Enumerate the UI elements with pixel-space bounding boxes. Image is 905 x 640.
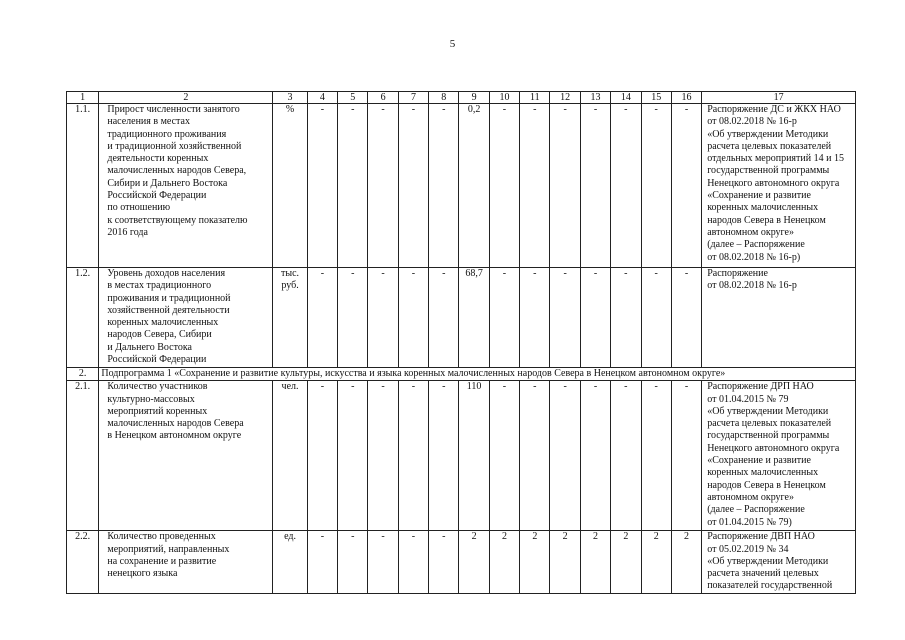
cell-line: культурно-массовых — [107, 393, 195, 405]
cell-line: тыс. — [281, 268, 300, 279]
value-cell: 2 — [489, 531, 519, 593]
value-cell: - — [398, 381, 428, 531]
value-cell: - — [429, 381, 459, 531]
source-document — [702, 381, 856, 531]
cell-line: Распоряжение — [707, 268, 768, 279]
value-cell: 2 — [611, 531, 641, 593]
value-cell: - — [398, 104, 428, 268]
cell-line: проживания и традиционной — [107, 292, 231, 304]
cell-line: (далее – Распоряжение — [707, 239, 805, 251]
header-cell: 8 — [429, 92, 459, 104]
indicators-table — [66, 91, 856, 594]
value-cell: - — [611, 104, 641, 268]
value-cell: - — [641, 381, 671, 531]
cell-line: Распоряжение ДВП НАО — [707, 531, 815, 543]
value-cell: - — [368, 381, 398, 531]
subprogram-title: Подпрограмма 1 «Сохранение и развитие культуры, искусства и языка коренных малочисленных народов Севера в Ненецком автономном округе» — [99, 368, 856, 381]
cell-line: от 08.02.2018 № 16-р — [707, 116, 797, 128]
value-cell: 110 — [459, 381, 489, 531]
cell-line: народов Севера, Сибири — [107, 329, 212, 341]
value-cell: - — [368, 531, 398, 593]
unit-cell — [273, 531, 307, 593]
value-cell: - — [611, 268, 641, 368]
cell-line: по отношению — [107, 202, 171, 214]
value-cell: - — [671, 381, 701, 531]
value-cell: - — [338, 104, 368, 268]
cell-line: Количество проведенных — [107, 531, 216, 543]
value-cell: 2 — [550, 531, 580, 593]
header-cell: 4 — [307, 92, 337, 104]
cell-line: населения в местах — [107, 116, 190, 128]
cell-line: малочисленных народов Севера, — [107, 165, 247, 177]
cell-line: в Ненецком автономном округе — [107, 430, 242, 442]
row-number: 2.2. — [67, 531, 99, 593]
cell-line: в местах традиционного — [107, 280, 212, 292]
cell-line: от 05.02.2019 № 34 — [707, 543, 789, 555]
value-cell: 68,7 — [459, 268, 489, 368]
cell-line: от 01.04.2015 № 79) — [707, 516, 792, 528]
cell-line: автономном округе» — [707, 491, 794, 503]
source-document — [702, 268, 856, 368]
table-row — [67, 381, 856, 531]
table-row — [67, 104, 856, 268]
cell-line: расчета значений целевых — [707, 568, 819, 580]
value-cell: - — [580, 104, 610, 268]
value-cell: - — [671, 104, 701, 268]
cell-line: Количество участников — [107, 381, 208, 393]
value-cell: - — [520, 268, 550, 368]
cell-line: чел. — [281, 381, 299, 393]
header-cell: 6 — [368, 92, 398, 104]
header-cell: 2 — [99, 92, 273, 104]
header-cell: 13 — [580, 92, 610, 104]
cell-line: на сохранение и развитие — [107, 555, 217, 567]
cell-line: и Дальнего Востока — [107, 341, 192, 353]
cell-line: Распоряжение ДС и ЖКХ НАО — [707, 104, 841, 115]
indicator-name — [99, 381, 273, 531]
cell-line: Ненецкого автономного округа — [707, 442, 840, 454]
header-cell: 11 — [520, 92, 550, 104]
value-cell: - — [641, 104, 671, 268]
indicator-name — [99, 104, 273, 268]
table-row — [67, 268, 856, 368]
cell-line: народов Севера в Ненецком — [707, 214, 826, 226]
header-cell: 9 — [459, 92, 489, 104]
value-cell: - — [550, 268, 580, 368]
value-cell: - — [429, 531, 459, 593]
cell-line: отдельных мероприятий 14 и 15 — [707, 153, 844, 165]
cell-line: народов Севера в Ненецком — [707, 479, 826, 491]
value-cell: - — [550, 104, 580, 268]
value-cell: - — [550, 381, 580, 531]
row-number: 2. — [67, 368, 99, 381]
indicator-name — [99, 531, 273, 593]
value-cell: - — [489, 381, 519, 531]
cell-line: Распоряжение ДРП НАО — [707, 381, 814, 393]
value-cell: - — [611, 381, 641, 531]
unit-cell — [273, 104, 307, 268]
value-cell: 2 — [671, 531, 701, 593]
header-cell: 10 — [489, 92, 519, 104]
cell-line: % — [285, 104, 295, 115]
cell-line: малочисленных народов Севера — [107, 418, 244, 430]
value-cell: - — [580, 268, 610, 368]
cell-line: руб. — [281, 280, 299, 292]
value-cell: - — [338, 268, 368, 368]
cell-line: показателей государственной — [707, 580, 833, 592]
cell-line: ненецкого языка — [107, 568, 178, 580]
header-cell: 5 — [338, 92, 368, 104]
cell-line: деятельности коренных — [107, 153, 209, 165]
cell-line: (далее – Распоряжение — [707, 504, 805, 516]
cell-line: «Об утверждении Методики — [707, 405, 829, 417]
value-cell: 2 — [459, 531, 489, 593]
value-cell: - — [671, 268, 701, 368]
value-cell: 2 — [580, 531, 610, 593]
table-row — [67, 368, 856, 381]
row-number: 1.2. — [67, 268, 99, 368]
value-cell: - — [398, 268, 428, 368]
cell-line: от 01.04.2015 № 79 — [707, 393, 789, 405]
row-number: 2.1. — [67, 381, 99, 531]
value-cell: - — [641, 268, 671, 368]
cell-line: расчета целевых показателей — [707, 140, 832, 152]
value-cell: - — [307, 381, 337, 531]
cell-line: Уровень доходов населения — [107, 268, 226, 279]
value-cell: - — [368, 104, 398, 268]
value-cell: - — [580, 381, 610, 531]
cell-line: «Об утверждении Методики — [707, 555, 829, 567]
value-cell: - — [489, 268, 519, 368]
value-cell: - — [398, 531, 428, 593]
cell-line: мероприятий, направленных — [107, 543, 230, 555]
cell-line: ед. — [284, 531, 296, 543]
source-document — [702, 104, 856, 268]
cell-line: коренных малочисленных — [107, 317, 219, 329]
value-cell: 2 — [520, 531, 550, 593]
table-row — [67, 531, 856, 593]
value-cell: - — [338, 531, 368, 593]
value-cell: 2 — [641, 531, 671, 593]
header-cell: 16 — [671, 92, 701, 104]
value-cell: - — [368, 268, 398, 368]
cell-line: коренных малочисленных — [707, 202, 819, 214]
cell-line: от 08.02.2018 № 16-р) — [707, 251, 801, 263]
value-cell: - — [307, 268, 337, 368]
header-row — [67, 92, 856, 104]
cell-line: и традиционной хозяйственной — [107, 140, 242, 152]
cell-line: Российской Федерации — [107, 190, 207, 202]
value-cell: - — [520, 381, 550, 531]
cell-line: мероприятий коренных — [107, 405, 208, 417]
cell-line: «Сохранение и развитие — [707, 190, 811, 202]
header-cell: 12 — [550, 92, 580, 104]
cell-line: государственной программы — [707, 165, 830, 177]
cell-line: традиционного проживания — [107, 128, 227, 140]
value-cell: - — [429, 268, 459, 368]
cell-line: Ненецкого автономного округа — [707, 177, 840, 189]
cell-line: 2016 года — [107, 226, 148, 238]
header-cell: 1 — [67, 92, 99, 104]
cell-line: коренных малочисленных — [707, 467, 819, 479]
cell-line: автономном округе» — [707, 226, 794, 238]
value-cell: - — [489, 104, 519, 268]
value-cell: - — [520, 104, 550, 268]
cell-line: Сибири и Дальнего Востока — [107, 177, 228, 189]
source-document — [702, 531, 856, 593]
cell-line: «Сохранение и развитие — [707, 455, 811, 467]
cell-line: от 08.02.2018 № 16-р — [707, 280, 797, 292]
header-cell: 15 — [641, 92, 671, 104]
unit-cell — [273, 381, 307, 531]
cell-line: «Об утверждении Методики — [707, 128, 829, 140]
header-cell: 7 — [398, 92, 428, 104]
value-cell: - — [307, 104, 337, 268]
indicator-name — [99, 268, 273, 368]
header-cell: 17 — [702, 92, 856, 104]
page-number: 5 — [449, 38, 456, 50]
header-cell: 14 — [611, 92, 641, 104]
cell-line: к соответствующему показателю — [107, 214, 248, 226]
cell-line: хозяйственной деятельности — [107, 304, 230, 316]
value-cell: - — [307, 531, 337, 593]
value-cell: - — [429, 104, 459, 268]
header-cell: 3 — [273, 92, 307, 104]
cell-line: Прирост численности занятого — [107, 104, 240, 115]
cell-line: Российской Федерации — [107, 354, 207, 366]
row-number: 1.1. — [67, 104, 99, 268]
cell-line: государственной программы — [707, 430, 830, 442]
unit-cell — [273, 268, 307, 368]
cell-line: расчета целевых показателей — [707, 418, 832, 430]
value-cell: 0,2 — [459, 104, 489, 268]
value-cell: - — [338, 381, 368, 531]
